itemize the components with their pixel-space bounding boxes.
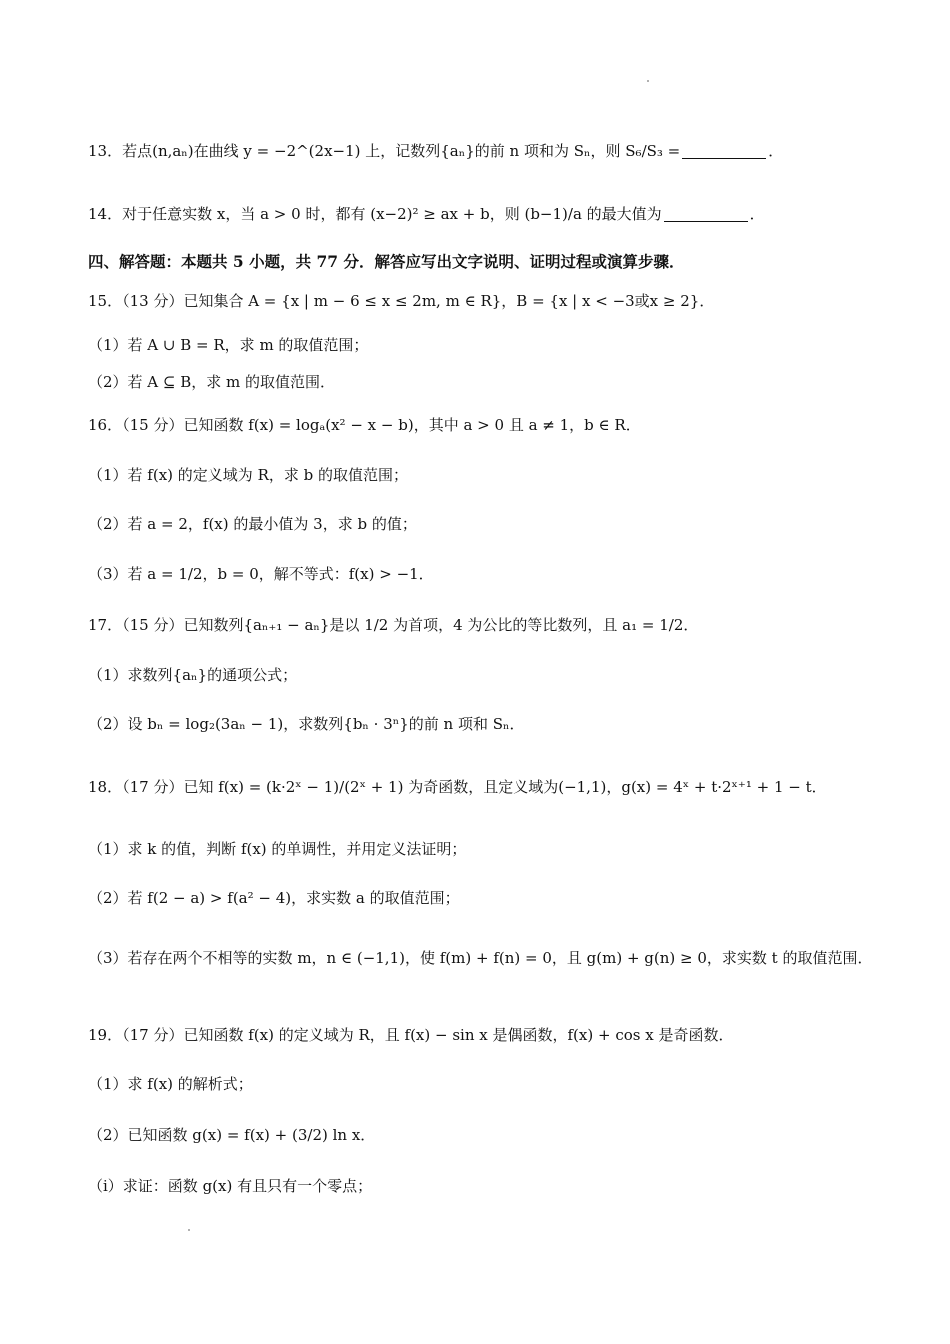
answer-blank-14[interactable] xyxy=(664,220,748,222)
scan-dot xyxy=(188,1229,190,1231)
problem-18-part-1: （1）求 k 的值，判断 f(x) 的单调性，并用定义法证明； xyxy=(88,840,467,858)
section-heading: 四、解答题：本题共 5 小题，共 77 分．解答应写出文字说明、证明过程或演算步骤． xyxy=(88,252,685,271)
problem-19-part-2: （2）已知函数 g(x) = f(x) + (3/2) ln x． xyxy=(88,1126,376,1144)
problem-16-part-3: （3）若 a = 1/2，b = 0，解不等式：f(x) > −1． xyxy=(88,565,434,583)
problem-15-part-2: （2）若 A ⊆ B，求 m 的取值范围． xyxy=(88,373,336,391)
problem-19-part-1: （1）求 f(x) 的解析式； xyxy=(88,1075,253,1093)
scan-dot xyxy=(647,80,649,82)
problem-18-part-2: （2）若 f(2 − a) > f(a² − 4)，求实数 a 的取值范围； xyxy=(88,889,460,907)
problem-13-text: 13．若点(n,aₙ)在曲线 y = −2^(2x−1) 上，记数列{aₙ}的前 n 项和为 Sₙ，则 S₆/S₃ = xyxy=(88,142,681,160)
problem-16-part-1: （1）若 f(x) 的定义域为 R，求 b 的取值范围； xyxy=(88,466,408,484)
problem-16-part-2: （2）若 a = 2，f(x) 的最小值为 3，求 b 的值； xyxy=(88,515,417,533)
problem-19: 19．（17 分）已知函数 f(x) 的定义域为 R，且 f(x) − sin x 是偶函数，f(x) + cos x 是奇函数． xyxy=(88,1026,734,1044)
problem-14: 14．对于任意实数 x，当 a > 0 时，都有 (x−2)² ≥ ax + b，则 (b−1)/a 的最大值为 ． xyxy=(88,205,765,223)
problem-18-part-3: （3）若存在两个不相等的实数 m，n ∈ (−1,1)，使 f(m) + f(n) = 0，且 g(m) + g(n) ≥ 0，求实数 t 的取值范围． xyxy=(88,949,873,967)
problem-17-part-2: （2）设 bₙ = log₂(3aₙ − 1)，求数列{bₙ · 3ⁿ}的前 n 项和 Sₙ． xyxy=(88,715,525,733)
answer-blank-13[interactable] xyxy=(682,157,766,159)
problem-14-text: 14．对于任意实数 x，当 a > 0 时，都有 (x−2)² ≥ ax + b，则 (b−1)/a 的最大值为 xyxy=(88,205,662,223)
problem-17: 17．（15 分）已知数列{aₙ₊₁ − aₙ}是以 1/2 为首项，4 为公比的等比数列，且 a₁ = 1/2． xyxy=(88,616,699,634)
problem-15-part-1: （1）若 A ∪ B = R，求 m 的取值范围； xyxy=(88,336,369,354)
problem-13: 13．若点(n,aₙ)在曲线 y = −2^(2x−1) 上，记数列{aₙ}的前 n 项和为 Sₙ，则 S₆/S₃ = ． xyxy=(88,142,784,160)
problem-18: 18．（17 分）已知 f(x) = (k·2ˣ − 1)/(2ˣ + 1) 为奇函数，且定义域为(−1,1)，g(x) = 4ˣ + t·2ˣ⁺¹ + 1 − t． xyxy=(88,778,827,796)
problem-15: 15．（13 分）已知集合 A = {x | m − 6 ≤ x ≤ 2m, m ∈ R}，B = {x | x < −3或x ≥ 2}． xyxy=(88,292,715,310)
problem-19-part-2-i: （ⅰ）求证：函数 g(x) 有且只有一个零点； xyxy=(88,1177,373,1195)
problem-16: 16．（15 分）已知函数 f(x) = logₐ(x² − x − b)，其中 a > 0 且 a ≠ 1，b ∈ R． xyxy=(88,416,641,434)
problem-17-part-1: （1）求数列{aₙ}的通项公式； xyxy=(88,666,298,684)
